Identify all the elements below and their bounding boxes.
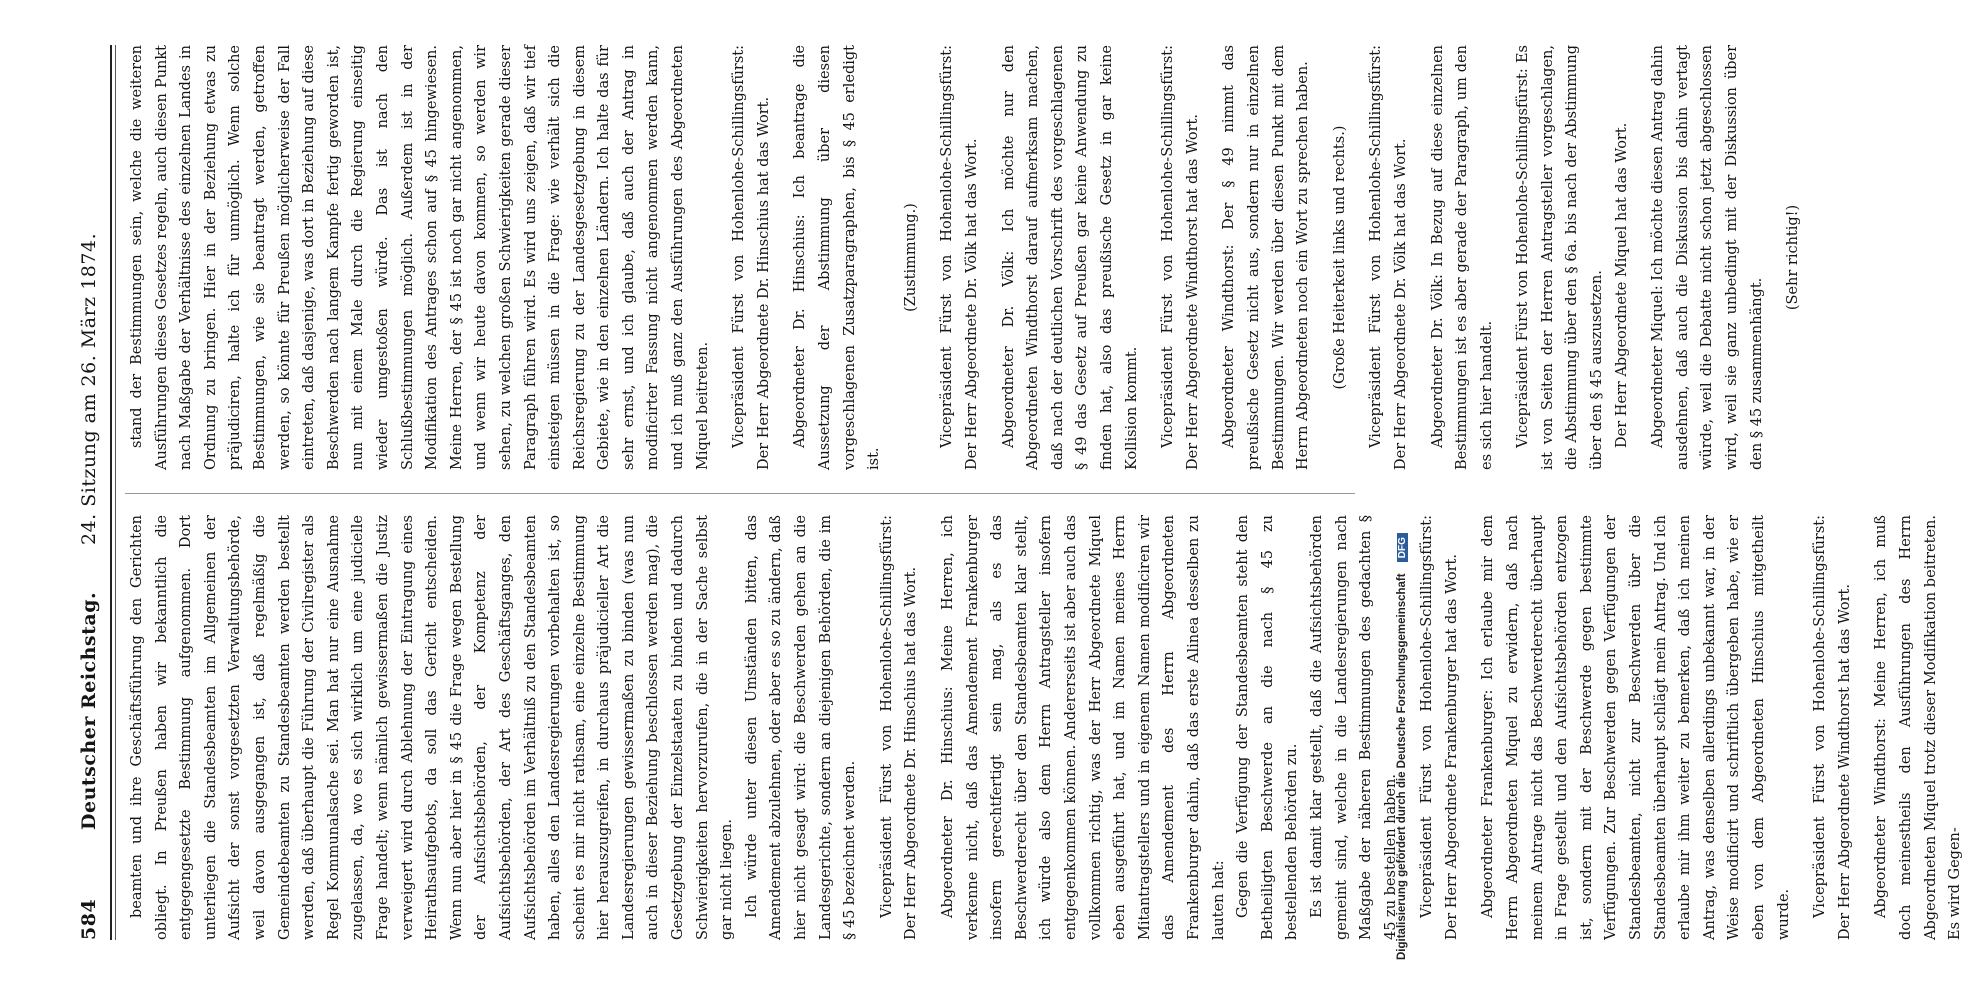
paragraph: Abgeordneter Dr. Völk: Ich möchte nur den Abgeordneten Windthorst darauf aufmerksam machen, daß nach der deutlichen Vorschrift des vorgeschlagenen § 49 das Gesetz auf Preußen gar keine Anwendung zu finden hat, also das preußische Gesetz in gar keine Kollision kommt. [1000, 45, 1140, 470]
paragraph: (Zustimmung.) [902, 203, 919, 312]
dfg-logo: DFG [1397, 533, 1408, 562]
paragraph: Abgeordneter Dr. Völk: In Bezug auf diese einzelnen Bestimmungen ist es aber gerade der Paragraph, um den es sich hier handelt. [1429, 45, 1495, 470]
paragraph: Abgeordneter Miquel: Ich möchte diesen Antrag dahin ausdehnen, daß auch die Diskussion bis dahin vertagt würde, weil die Debatte nicht schon jetzt abgeschlossen wird, weil sie ganz unbedingt mit der Diskussion über den § 45 zusammenhängt. [1650, 45, 1765, 470]
paragraph: stand der Bestimmungen sein, welche die weiteren Ausführungen dieses Gesetzes regeln, auch diesen Punkt nach Maßgabe der Verhältnisse des einzelnen Landes in Ordnung zu bringen. Hier in der Beziehung etwas zu präjudiciren, halte ich für unmöglich. Wenn solche Bestimmungen, wie sie beantragt werden, getroffen werden, so könnte für Preußen möglicherweise der Fall eintreten, daß dasjenige, was dort in Beziehung auf diese Beschwerden nach langem Kampfe fertig geworden ist, nun mit einem Male durch die Regierung einseitig wieder umgestoßen würde. Das ist nach den Schlußbestimmungen möglich. Außerdem ist in der Modifikation des Antrages schon auf § 45 hingewiesen. Meine Herren, der § 45 ist noch gar nicht angenommen, und wenn wir heute davon kommen, so werden wir sehen, zu welchen großen Schwierigkeiten gerade dieser Paragraph führen wird. Es wird uns zeigen, daß wir tief einsteigen müssen in die Frage: wie verhält sich die Reichsregierung zu der Landesgesetzgebung in diesem Gebiete, wie in den einzelnen Ländern. Ich halte das für sehr ernst, und ich glaube, daß auch der Antrag in modificirter Fassung nicht angenommen werden kann, und ich muß ganz den Ausführungen des Abgeordneten Miquel beitreten. [129, 45, 711, 470]
paragraph: Gegen die Verfügung der Standesbeamten steht den Betheiligten Beschwerde an die nach § 45 zu bestellenden Behörden zu. [1235, 515, 1301, 940]
header-rule [110, 45, 112, 940]
paragraph: Vicepräsident Fürst von Hohenlohe-Schillingsfürst: Der Herr Abgeordnete Dr. Hinschius hat das Wort. [878, 515, 920, 940]
header-rule-thin [115, 45, 116, 940]
paragraph: Abgeordneter Dr. Hinschius: Meine Herren, ich verkenne nicht, daß das Amendement Frankenburger insofern gerechtfertigt sein mag, als es das Beschwerderecht über den Standesbeamten klar stellt, ich würde also dem Herrn Antragsteller insofern entgegenkommen können. Andererseits ist aber auch das vollkommen richtig, was der Herr Abgeordnete Miquel eben ausgeführt hat, und im Namen meines Herrn Mitantragstellers und in eigenem Namen modificiren wir das Amendement des Herrn Abgeordneten Frankenburger dahin, daß das erste Alinea desselben zu lauten hat: [940, 515, 1227, 940]
paragraph: Vicepräsident Fürst von Hohenlohe-Schillingsfürst: Der Herr Abgeordnete Dr. Hinschius hat das Wort. [731, 45, 772, 470]
paragraph: Abgeordneter Windthorst: Der § 49 nimmt das preußische Gesetz nicht aus, sondern nur in einzelnen Bestimmungen. Wir werden über diesen Punkt mit dem Herrn Abgeordneten noch ein Wort zu sprechen haben. [1221, 45, 1312, 470]
paragraph: (Große Heiterkeit links und rechts.) [1331, 125, 1348, 390]
paragraph: Es ist damit klar gestellt, daß die Aufsichtsbehörden gemeint sind, welche in die Landesregierungen nach Maßgabe der näheren Bestimmungen des gedachten § 45 zu bestellen haben. [1308, 515, 1399, 940]
paragraph: Abgeordneter Frankenburger: Ich erlaube mir dem Herrn Abgeordneten Miquel zu erwidern, daß nach meinem Antrage nicht das Beschwerderecht überhaupt in Frage gestellt und den Aufsichtsbehörden entzogen ist, sondern mit der Beschwerde gegen bestimmte Verfügungen. Zur Beschwerden gegen Verfügungen der Standesbeamten, nicht zur Beschwerden über die Standesbeamten überhaupt schlägt mein Antrag. Und ich erlaube mir ihm weiter zu bemerken, daß ich meinen Antrag, was denselben allerdings unbekannt war, in der Weise modificirt und schriftlich übergeben habe, wie er eben von dem Abgeordneten Hinschius mitgetheilt wurde. [1480, 515, 1792, 940]
right-column [125, 45, 1802, 470]
paragraph: beamten und ihre Geschäftsführung den Gerichten obliegt. In Preußen haben wir bekanntlich die entgegengesetzte Bestimmung aufgenommen. Dort unterliegen die Standesbeamten im Allgemeinen der Aufsicht der sonst vorgesetzten Verwaltungsbehörde, weil davon ausgegangen ist, daß regelmäßig die Gemeindebeamten zu Standesbeamten werden bestellt werden, daß überhaupt die Führung der Civilregister als Regel Kommunalsache sei. Man hat nur eine Ausnahme zugelassen, da, wo es sich wirklich um eine judicielle Frage handelt; wenn nämlich gewissermaßen die Justiz verweigert wird durch Ablehnung der Eintragung eines Heirathsaufgebots, da soll das Gericht entscheiden. Wenn nun aber hier in § 45 die Frage wegen Bestellung der Aufsichtsbehörden, der Kompetenz der Aufsichtsbehörden, der Art des Geschäftsganges, den Aufsichtsbehörden im Verhältniß zu den Standesbeamten haben, alles den Landesregierungen vorbehalten ist, so scheint es mir nicht rathsam, eine einzelne Bestimmung hier herauszugreifen, in durchaus präjudicieller Art die Landesregierungen gewissermaßen zu binden (was nun auch in dieser Beziehung beschlossen werden mag), die Gesetzgebung der Einzelstaaten zu binden und dadurch Schwierigkeiten hervorzurufen, die in der Sache selbst gar nicht liegen. [129, 515, 736, 940]
paragraph: Vicepräsident Fürst von Hohenlohe-Schillingsfürst: Der Herr Abgeordnete Windthorst hat das Wort. [1160, 45, 1201, 470]
session-date: 24. Sitzung am 26. März 1874. [78, 232, 100, 545]
paragraph: Abgeordneter Windthorst: Meine Herren, ich muß doch meinestheils den Ausführungen des Herrn Abgeordneten Miquel trotz dieser Modifikation beitreten. Es wird Gegen- [1873, 515, 1964, 940]
paragraph: (Sehr richtig!) [1785, 204, 1802, 311]
paragraph: Abgeordneter Dr. Hinschius: Ich beantrage die Aussetzung der Abstimmung über diesen vorgeschlagenen Zusatzparagraphen, bis § 45 erledigt ist. [792, 45, 883, 470]
paragraph: Vicepräsident Fürst von Hohenlohe-Schillingsfürst: Es ist von Seiten der Herren Antragsteller vorgeschlagen, die Abstimmung über den § 6a. bis nach der Abstimmung über den § 45 auszusetzen. [1515, 45, 1606, 470]
paragraph: Ich würde unter diesen Umständen bitten, das Amendement abzulehnen, oder aber es so zu ändern, daß hier nicht gesagt wird: die Beschwerden gehen an die Landesgerichte, sondern an diejenigen Behörden, die im § 45 bezeichnet werden. [743, 515, 859, 940]
paragraph: Vicepräsident Fürst von Hohenlohe-Schillingsfürst: Der Herr Abgeordnete Windthorst hat das Wort. [1812, 515, 1853, 940]
page-number: 584 [78, 898, 100, 940]
page-header [78, 45, 112, 940]
column-divider [125, 493, 1355, 494]
paragraph: Vicepräsident Fürst von Hohenlohe-Schillingsfürst: Der Herr Abgeordnete Dr. Völk hat das Wort. [1368, 45, 1409, 470]
paragraph: Der Herr Abgeordnete Miquel hat das Wort. [1613, 122, 1630, 448]
dfg-credit-text: Digitalisierung gefördert durch die Deutsche Forschungsgemeinschaft [1396, 573, 1408, 960]
paragraph: Vicepräsident Fürst von Hohenlohe-Schillingsfürst: Der Herr Abgeordnete Dr. Völk hat das Wort. [939, 45, 980, 470]
digitization-credit [1396, 30, 1408, 960]
publication-title: Deutscher Reichstag. [78, 591, 100, 830]
paragraph: Vicepräsident Fürst von Hohenlohe-Schillingsfürst: Der Herr Abgeordnete Frankenburger hat das Wort. [1419, 515, 1460, 940]
